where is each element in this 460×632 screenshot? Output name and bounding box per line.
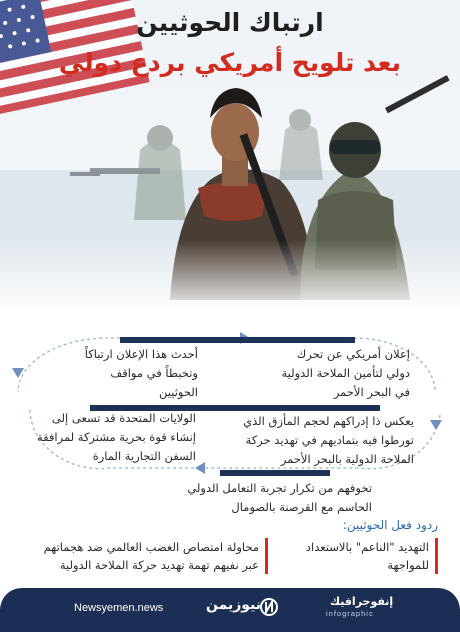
brand-name: نيوزيمن <box>206 597 262 613</box>
reactions-title: ردود فعل الحوثيين: <box>342 518 438 532</box>
page-title: ارتباك الحوثيين <box>136 8 324 37</box>
footer <box>0 588 460 632</box>
flow-bar-top <box>120 337 355 343</box>
page-subtitle: بعد تلويح أمريكي بردع دولي <box>58 48 402 77</box>
flow-step-1: إعلان أمريكي عن تحرك دولي لتأمين الملاحة الدولية في البحر الأحمر <box>281 347 410 399</box>
flow-step-3: يعكس ذا إدراكهم لحجم المأزق الذي تورطوا فيه بتماديهم في تهديد حركة الملاحة الدولية بالبحر الأحمر <box>243 414 414 466</box>
hero-image <box>0 0 460 310</box>
reaction-denial: محاولة امتصاص الغضب العالمي ضد هجماتهم عبر نفيهم تهمة تهديد حركة الملاحة الدولية <box>28 538 268 574</box>
flow-step-5: تخوفهم من تكرار تجربة التعامل الدولي الحاسم مع القرصنة بالصومال <box>187 481 372 514</box>
reaction-threat: التهديد "الناعم" بالاستعداد للمواجهة <box>284 538 438 574</box>
infographic-label-en: infographic <box>326 609 374 618</box>
infographic-label-ar: إنفوجرافيك <box>330 595 394 608</box>
arrow-right-icon <box>195 462 205 474</box>
website-link[interactable]: Newsyemen.news <box>74 602 164 614</box>
newsyemen-logo-icon <box>260 597 278 617</box>
flow-step-4: الولايات المتحدة قد تسعى إلى إنشاء قوة بحرية مشتركة لمرافقة السفن التجارية المارة <box>36 411 196 463</box>
flow-step-2: أحدث هذا الإعلان ارتباكاً وتخبطاً في مواقف الحوثيين <box>84 347 198 399</box>
arrow-down-right-icon <box>430 420 442 430</box>
flow-bar-bottom <box>220 470 330 476</box>
